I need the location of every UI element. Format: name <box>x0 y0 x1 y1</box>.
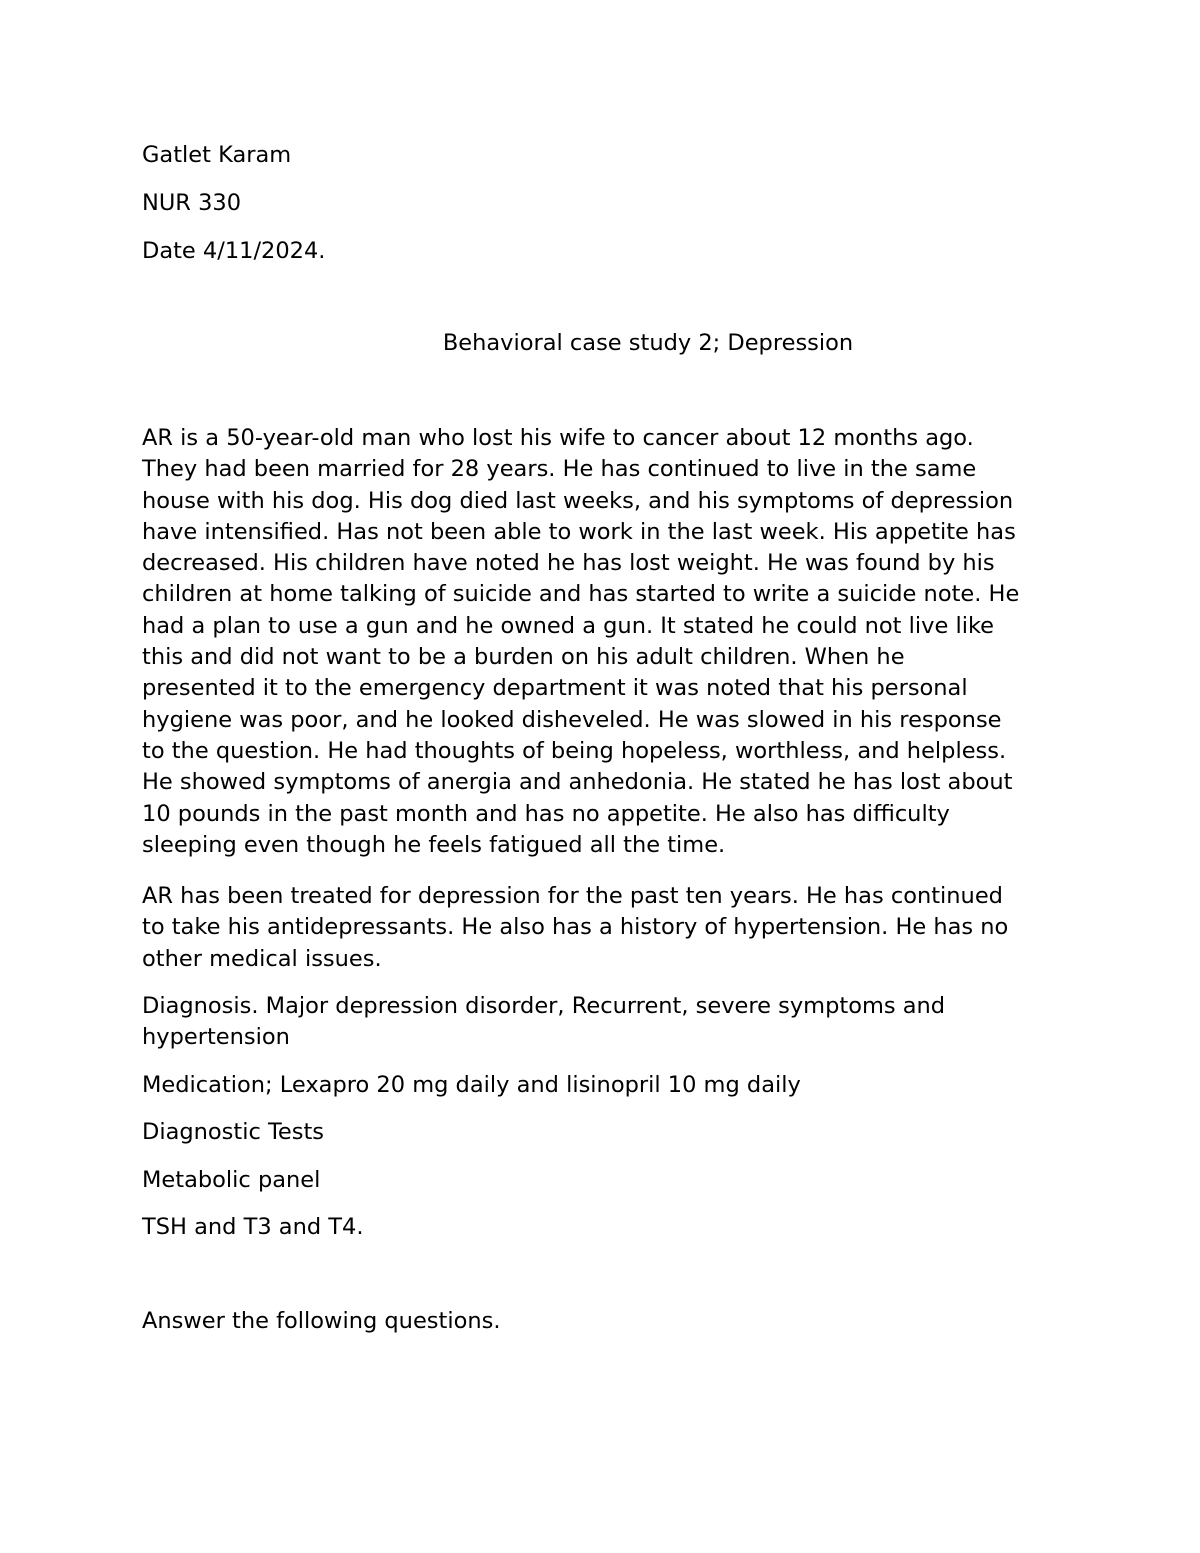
document-date: Date 4/11/2024. <box>142 238 326 264</box>
case-paragraph-1 <box>142 423 1072 861</box>
paragraph-line: had a plan to use a gun and he owned a gun. It stated he could not live like <box>142 612 995 639</box>
paragraph-line: AR has been treated for depression for the past ten years. He has continued <box>142 883 1003 909</box>
diagnosis-paragraph <box>142 991 1072 1054</box>
medication-line: Medication; Lexapro 20 mg daily and lisinopril 10 mg daily <box>142 1072 801 1098</box>
paragraph-line: They had been married for 28 years. He has continued to live in the same <box>142 456 977 483</box>
case-paragraph-2 <box>142 881 1072 975</box>
paragraph-line: He showed symptoms of anergia and anhedonia. He stated he has lost about <box>142 769 1013 796</box>
paragraph-line: hypertension <box>142 1024 290 1051</box>
thyroid-tests-line: TSH and T3 and T4. <box>142 1214 364 1240</box>
paragraph-line: decreased. His children have noted he has lost weight. He was found by his <box>142 550 995 577</box>
paragraph-line: to take his antidepressants. He also has a history of hypertension. He has no <box>142 914 1009 941</box>
paragraph-line: AR is a 50-year-old man who lost his wife to cancer about 12 months ago. <box>142 425 974 451</box>
document-title: Behavioral case study 2; Depression <box>442 330 854 356</box>
paragraph-line: children at home talking of suicide and has started to write a suicide note. He <box>142 581 1020 608</box>
paragraph-line: hygiene was poor, and he looked disheveled. He was slowed in his response <box>142 706 1002 733</box>
metabolic-panel-line: Metabolic panel <box>142 1167 321 1193</box>
paragraph-line: other medical issues. <box>142 945 382 972</box>
paragraph-line: this and did not want to be a burden on his adult children. When he <box>142 644 905 671</box>
paragraph-line: presented it to the emergency department it was noted that his personal <box>142 675 968 702</box>
author-name: Gatlet Karam <box>142 142 292 168</box>
paragraph-line: Diagnosis. Major depression disorder, Recurrent, severe symptoms and <box>142 993 946 1019</box>
course-code: NUR 330 <box>142 190 242 216</box>
diagnostic-tests-heading: Diagnostic Tests <box>142 1119 325 1145</box>
paragraph-line: to the question. He had thoughts of being hopeless, worthless, and helpless. <box>142 737 1007 764</box>
paragraph-line: house with his dog. His dog died last weeks, and his symptoms of depression <box>142 487 1014 514</box>
paragraph-line: sleeping even though he feels fatigued all the time. <box>142 831 726 858</box>
questions-prompt: Answer the following questions. <box>142 1308 501 1334</box>
paragraph-line: have intensified. Has not been able to work in the last week. His appetite has <box>142 518 1016 545</box>
paragraph-line: 10 pounds in the past month and has no appetite. He also has difficulty <box>142 800 950 827</box>
